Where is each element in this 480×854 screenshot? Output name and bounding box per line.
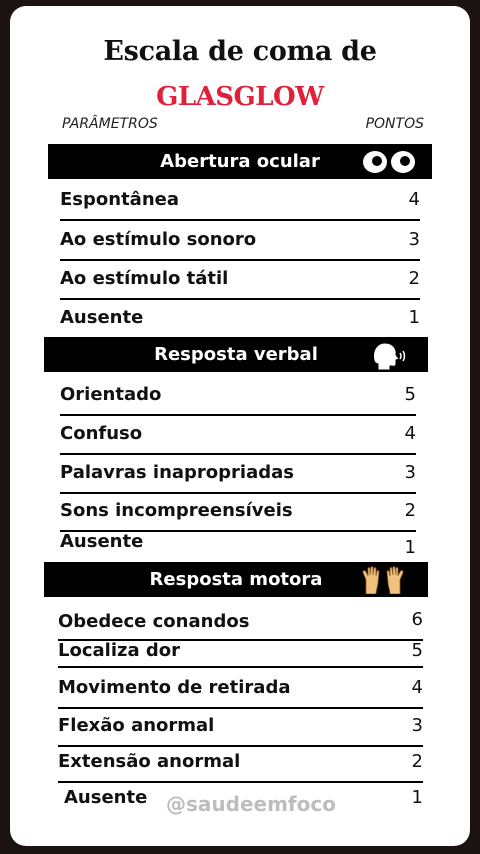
parameter-name: Obedece conandos bbox=[58, 611, 250, 632]
parameter-name: Localiza dor bbox=[58, 640, 181, 661]
parameter-score: 4 bbox=[408, 189, 420, 210]
section-label: Resposta verbal bbox=[154, 344, 318, 365]
column-header-points: PONTOS bbox=[365, 116, 424, 132]
table-row bbox=[60, 298, 420, 337]
parameter-score: 6 bbox=[411, 609, 423, 630]
table-row bbox=[60, 453, 416, 494]
parameter-score: 3 bbox=[411, 715, 423, 736]
parameter-name: Flexão anormal bbox=[58, 715, 215, 736]
parameter-name: Sons incompreensíveis bbox=[60, 500, 293, 521]
parameter-score: 5 bbox=[411, 640, 423, 661]
parameter-score: 4 bbox=[404, 423, 416, 444]
parameter-score: 2 bbox=[411, 751, 423, 772]
parameter-score: 4 bbox=[411, 677, 423, 698]
glasgow-card bbox=[10, 6, 470, 846]
table-row bbox=[60, 220, 420, 261]
page-title: Escala de coma de bbox=[103, 36, 377, 67]
column-header-parameters: PARÂMETROS bbox=[62, 116, 158, 132]
section-label: Abertura ocular bbox=[160, 151, 320, 172]
raised-hands-icon bbox=[360, 566, 406, 594]
parameter-name: Palavras inapropriadas bbox=[60, 462, 294, 483]
speaking-head-icon bbox=[370, 340, 408, 370]
table-row bbox=[58, 742, 423, 783]
parameter-name: Ao estímulo tátil bbox=[60, 268, 229, 289]
parameter-name: Orientado bbox=[60, 384, 162, 405]
watermark-handle: @saudeemfoco bbox=[166, 792, 336, 816]
parameter-name: Ausente bbox=[60, 531, 144, 552]
table-row bbox=[58, 668, 423, 709]
parameter-name: Confuso bbox=[60, 423, 143, 444]
table-row bbox=[60, 375, 416, 416]
section-header-motor-response bbox=[44, 562, 428, 597]
eyes-icon bbox=[362, 149, 418, 175]
parameter-score: 2 bbox=[404, 500, 416, 521]
parameter-score: 5 bbox=[404, 384, 416, 405]
parameter-name: Extensão anormal bbox=[58, 751, 241, 772]
parameter-score: 1 bbox=[411, 787, 423, 808]
table-row bbox=[58, 631, 423, 668]
table-row bbox=[60, 259, 420, 300]
parameter-name: Ausente bbox=[64, 787, 148, 808]
page-subtitle: GLASGLOW bbox=[156, 82, 324, 112]
parameter-score: 1 bbox=[408, 307, 420, 328]
parameter-score: 2 bbox=[408, 268, 420, 289]
parameter-name: Ao estímulo sonoro bbox=[60, 229, 257, 250]
table-row bbox=[60, 180, 420, 221]
parameter-score: 1 bbox=[404, 537, 416, 558]
table-row bbox=[60, 414, 416, 455]
section-label: Resposta motora bbox=[149, 569, 323, 590]
section-header-verbal-response bbox=[44, 337, 428, 372]
parameter-name: Ausente bbox=[60, 307, 144, 328]
parameter-score: 3 bbox=[404, 462, 416, 483]
parameter-name: Movimento de retirada bbox=[58, 677, 291, 698]
section-header-eye-opening bbox=[48, 144, 432, 179]
parameter-score: 3 bbox=[408, 229, 420, 250]
table-row bbox=[58, 706, 423, 747]
parameter-name: Espontânea bbox=[60, 189, 179, 210]
